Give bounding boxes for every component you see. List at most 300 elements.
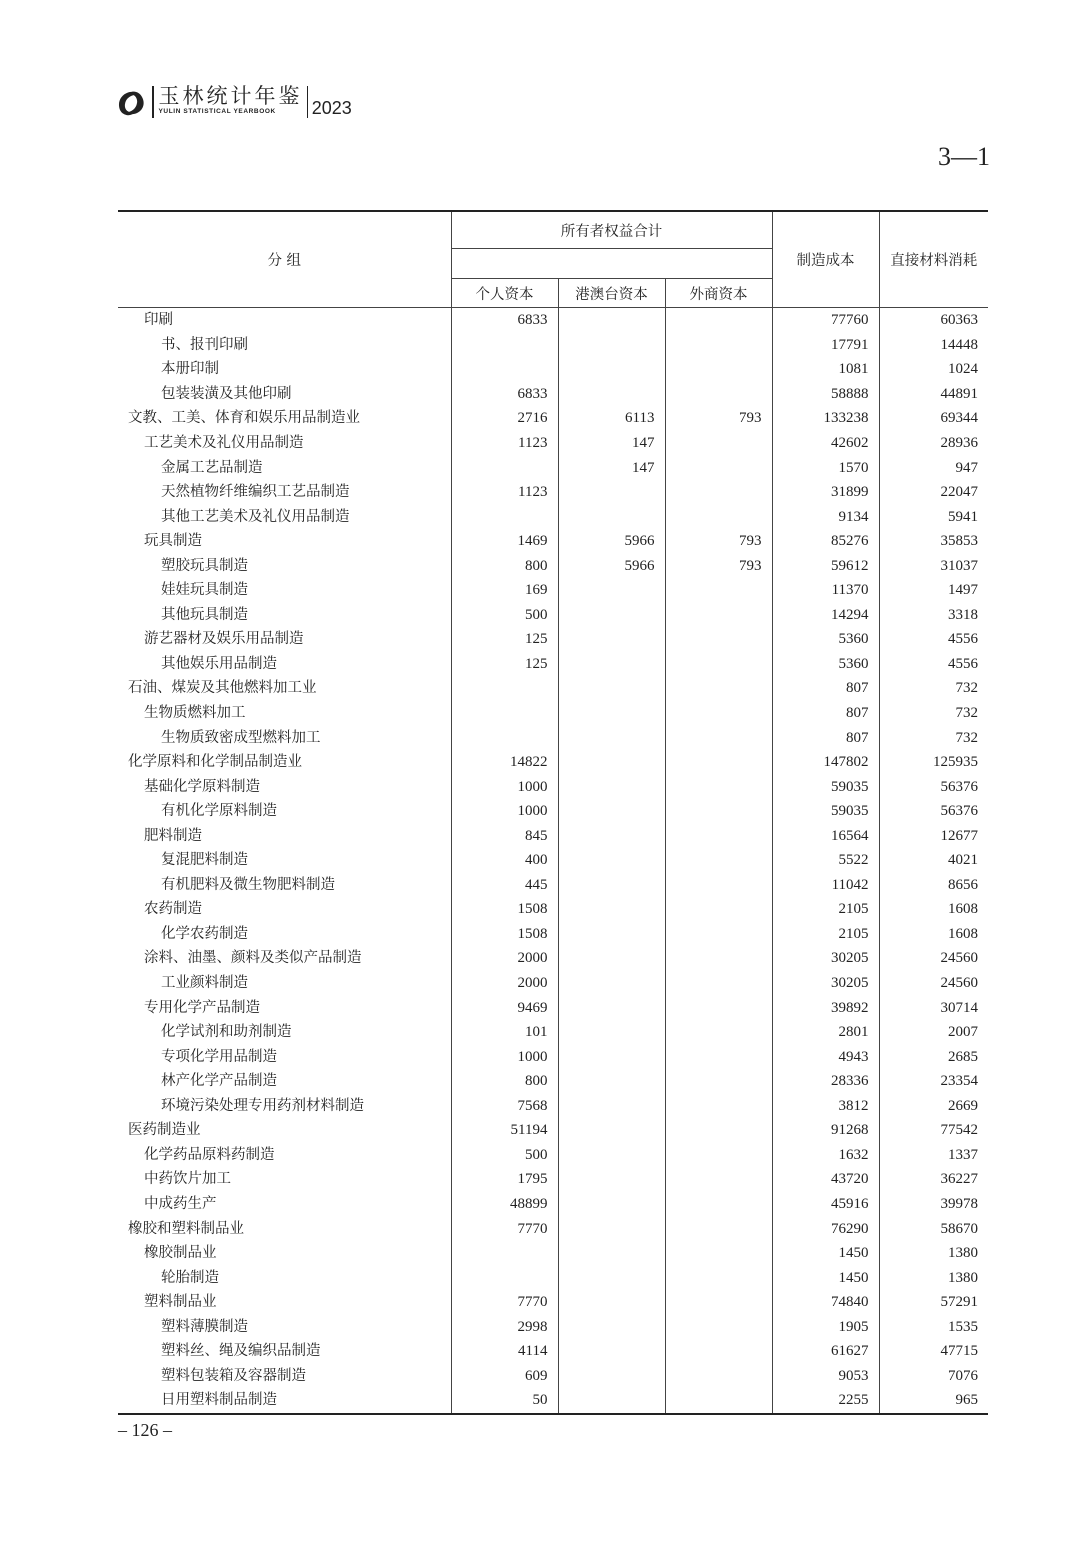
cell-hmt (558, 1143, 665, 1168)
cell-hmt (558, 750, 665, 775)
yearbook-year: 2023 (311, 98, 352, 118)
cell-mfg-cost: 1905 (772, 1314, 879, 1339)
table-row (118, 406, 988, 431)
col-header-equity-spacer (451, 249, 772, 279)
cell-personal: 445 (451, 873, 558, 898)
cell-hmt (558, 1290, 665, 1315)
row-name: 林产化学产品制造 (161, 1073, 277, 1090)
table-row (118, 1265, 988, 1290)
cell-foreign: 793 (665, 529, 772, 554)
cell-direct-material: 31037 (879, 553, 988, 578)
table-row (118, 382, 988, 407)
table-row (118, 971, 988, 996)
cell-personal: 7770 (451, 1216, 558, 1241)
row-name: 金属工艺品制造 (161, 459, 263, 476)
cell-hmt (558, 627, 665, 652)
cell-mfg-cost: 17791 (772, 333, 879, 358)
cell-direct-material: 8656 (879, 873, 988, 898)
cell-hmt (558, 1069, 665, 1094)
cell-personal: 1508 (451, 922, 558, 947)
cell-mfg-cost: 31899 (772, 480, 879, 505)
cell-personal: 2000 (451, 971, 558, 996)
cell-direct-material: 5941 (879, 504, 988, 529)
cell-hmt (558, 873, 665, 898)
row-name: 工业颜料制造 (161, 975, 248, 992)
row-name: 化学试剂和助剂制造 (161, 1024, 292, 1041)
cell-mfg-cost: 1450 (772, 1241, 879, 1266)
cell-personal: 14822 (451, 750, 558, 775)
cell-foreign (665, 1192, 772, 1217)
cell-hmt (558, 848, 665, 873)
table-row (118, 357, 988, 382)
cell-direct-material: 69344 (879, 406, 988, 431)
cell-foreign (665, 725, 772, 750)
cell-mfg-cost: 42602 (772, 431, 879, 456)
cell-hmt (558, 333, 665, 358)
col-header-mfg-cost: 制造成本 (772, 211, 879, 308)
table-row (118, 922, 988, 947)
cell-mfg-cost: 1450 (772, 1265, 879, 1290)
cell-foreign (665, 1241, 772, 1266)
cell-personal (451, 455, 558, 480)
row-name: 石油、煤炭及其他燃料加工业 (128, 680, 317, 697)
table-row (118, 873, 988, 898)
row-name: 塑料包装箱及容器制造 (161, 1367, 306, 1384)
cell-hmt (558, 578, 665, 603)
cell-personal: 6833 (451, 308, 558, 333)
table-row (118, 1118, 988, 1143)
cell-foreign: 793 (665, 406, 772, 431)
cell-direct-material: 47715 (879, 1339, 988, 1364)
cell-mfg-cost: 4943 (772, 1044, 879, 1069)
cell-direct-material: 30714 (879, 995, 988, 1020)
table-row (118, 676, 988, 701)
table-row (118, 1069, 988, 1094)
row-name: 化学原料和化学制品制造业 (128, 754, 302, 771)
cell-direct-material: 2007 (879, 1020, 988, 1045)
cell-direct-material: 1497 (879, 578, 988, 603)
cell-personal: 500 (451, 1143, 558, 1168)
header-divider (152, 86, 154, 118)
cell-mfg-cost: 59035 (772, 799, 879, 824)
cell-foreign (665, 873, 772, 898)
cell-direct-material: 4021 (879, 848, 988, 873)
table-row (118, 529, 988, 554)
cell-foreign (665, 774, 772, 799)
cell-hmt (558, 1265, 665, 1290)
cell-personal: 1000 (451, 774, 558, 799)
table-row (118, 1192, 988, 1217)
row-name: 涂料、油墨、颜料及类似产品制造 (144, 950, 362, 967)
cell-foreign (665, 1044, 772, 1069)
cell-foreign (665, 1216, 772, 1241)
cell-personal: 2716 (451, 406, 558, 431)
cell-personal (451, 676, 558, 701)
cell-direct-material: 1380 (879, 1241, 988, 1266)
cell-mfg-cost: 45916 (772, 1192, 879, 1217)
table-row (118, 1020, 988, 1045)
table-row (118, 1388, 988, 1414)
table-row (118, 1364, 988, 1389)
yearbook-logo-icon (114, 86, 148, 120)
cell-personal (451, 1265, 558, 1290)
cell-hmt (558, 1241, 665, 1266)
table-row (118, 1094, 988, 1119)
cell-personal: 1508 (451, 897, 558, 922)
row-name: 其他娱乐用品制造 (161, 655, 277, 672)
table-row (118, 1167, 988, 1192)
table-row (118, 308, 988, 333)
cell-hmt (558, 897, 665, 922)
row-name: 中药饮片加工 (144, 1171, 231, 1188)
cell-direct-material: 12677 (879, 823, 988, 848)
cell-personal: 51194 (451, 1118, 558, 1143)
cell-hmt: 147 (558, 455, 665, 480)
table-row (118, 1339, 988, 1364)
cell-personal: 101 (451, 1020, 558, 1045)
row-name: 肥料制造 (144, 827, 202, 844)
cell-personal: 125 (451, 627, 558, 652)
cell-mfg-cost: 61627 (772, 1339, 879, 1364)
row-name: 塑料丝、绳及编织品制造 (161, 1343, 321, 1360)
cell-mfg-cost: 11042 (772, 873, 879, 898)
cell-direct-material: 24560 (879, 971, 988, 996)
cell-direct-material: 24560 (879, 946, 988, 971)
row-name: 本册印制 (161, 361, 219, 378)
row-name: 中成药生产 (144, 1195, 217, 1212)
cell-hmt (558, 603, 665, 628)
cell-foreign (665, 578, 772, 603)
yearbook-title: 玉林统计年鉴 (158, 84, 303, 108)
cell-hmt (558, 1314, 665, 1339)
cell-mfg-cost: 39892 (772, 995, 879, 1020)
cell-direct-material: 60363 (879, 308, 988, 333)
cell-direct-material: 2685 (879, 1044, 988, 1069)
cell-direct-material: 732 (879, 676, 988, 701)
cell-direct-material: 4556 (879, 652, 988, 677)
cell-foreign (665, 1167, 772, 1192)
cell-foreign (665, 799, 772, 824)
cell-hmt: 147 (558, 431, 665, 456)
table-row (118, 627, 988, 652)
table-row (118, 480, 988, 505)
cell-foreign (665, 1339, 772, 1364)
cell-direct-material: 7076 (879, 1364, 988, 1389)
cell-mfg-cost: 74840 (772, 1290, 879, 1315)
statistics-table (118, 210, 988, 1415)
cell-personal: 500 (451, 603, 558, 628)
row-name: 包装装潢及其他印刷 (161, 385, 292, 402)
cell-mfg-cost: 1570 (772, 455, 879, 480)
cell-mfg-cost: 59035 (772, 774, 879, 799)
cell-personal: 9469 (451, 995, 558, 1020)
cell-foreign (665, 1069, 772, 1094)
table-number: 3—1 (938, 142, 990, 171)
table-row (118, 995, 988, 1020)
cell-mfg-cost: 85276 (772, 529, 879, 554)
cell-mfg-cost: 59612 (772, 553, 879, 578)
cell-hmt (558, 1192, 665, 1217)
row-name: 农药制造 (144, 901, 202, 918)
cell-personal: 48899 (451, 1192, 558, 1217)
cell-personal: 1795 (451, 1167, 558, 1192)
table-row (118, 774, 988, 799)
cell-foreign (665, 627, 772, 652)
cell-personal (451, 1241, 558, 1266)
cell-direct-material: 1380 (879, 1265, 988, 1290)
col-header-hmt: 港澳台资本 (558, 279, 665, 308)
cell-foreign (665, 455, 772, 480)
cell-hmt (558, 701, 665, 726)
row-name: 游艺器材及娱乐用品制造 (144, 631, 304, 648)
page-number: – 126 – (118, 1420, 172, 1440)
row-name: 有机肥料及微生物肥料制造 (161, 876, 335, 893)
cell-foreign (665, 431, 772, 456)
row-name: 文教、工美、体育和娱乐用品制造业 (128, 410, 360, 427)
table-body (118, 308, 988, 1414)
row-name: 玩具制造 (144, 533, 202, 550)
cell-direct-material: 4556 (879, 627, 988, 652)
cell-foreign (665, 504, 772, 529)
row-name: 环境污染处理专用药剂材料制造 (161, 1097, 364, 1114)
cell-mfg-cost: 28336 (772, 1069, 879, 1094)
cell-hmt (558, 1044, 665, 1069)
cell-personal: 125 (451, 652, 558, 677)
table-row (118, 333, 988, 358)
cell-direct-material: 56376 (879, 799, 988, 824)
cell-personal: 7770 (451, 1290, 558, 1315)
cell-mfg-cost: 2105 (772, 922, 879, 947)
row-name: 生物质燃料加工 (144, 705, 246, 722)
table-row (118, 553, 988, 578)
table-row (118, 897, 988, 922)
cell-hmt (558, 382, 665, 407)
cell-direct-material: 77542 (879, 1118, 988, 1143)
cell-personal: 50 (451, 1388, 558, 1414)
cell-direct-material: 58670 (879, 1216, 988, 1241)
cell-personal (451, 504, 558, 529)
row-name: 生物质致密成型燃料加工 (161, 729, 321, 746)
cell-personal: 800 (451, 1069, 558, 1094)
cell-personal: 6833 (451, 382, 558, 407)
cell-hmt (558, 971, 665, 996)
row-name: 轮胎制造 (161, 1269, 219, 1286)
row-name: 复混肥料制造 (161, 852, 248, 869)
cell-mfg-cost: 77760 (772, 308, 879, 333)
cell-hmt (558, 774, 665, 799)
cell-mfg-cost: 14294 (772, 603, 879, 628)
cell-mfg-cost: 147802 (772, 750, 879, 775)
cell-personal: 609 (451, 1364, 558, 1389)
yearbook-header (114, 84, 352, 124)
table-row (118, 946, 988, 971)
cell-foreign (665, 1314, 772, 1339)
cell-direct-material: 1024 (879, 357, 988, 382)
cell-hmt (558, 946, 665, 971)
table-row (118, 1290, 988, 1315)
cell-foreign (665, 848, 772, 873)
cell-mfg-cost: 11370 (772, 578, 879, 603)
cell-personal: 2000 (451, 946, 558, 971)
row-name: 专项化学用品制造 (161, 1048, 277, 1065)
row-name: 书、报刊印刷 (161, 336, 248, 353)
cell-personal: 4114 (451, 1339, 558, 1364)
row-name: 其他工艺美术及礼仪用品制造 (161, 508, 350, 525)
cell-direct-material: 14448 (879, 333, 988, 358)
row-name: 日用塑料制品制造 (161, 1392, 277, 1409)
cell-personal: 7568 (451, 1094, 558, 1119)
row-name: 娃娃玩具制造 (161, 582, 248, 599)
table-row (118, 823, 988, 848)
table-row (118, 578, 988, 603)
cell-direct-material: 125935 (879, 750, 988, 775)
cell-personal: 1123 (451, 431, 558, 456)
cell-foreign (665, 1388, 772, 1414)
table-row (118, 1143, 988, 1168)
cell-direct-material: 2669 (879, 1094, 988, 1119)
table-row (118, 1241, 988, 1266)
yearbook-title-en: YULIN STATISTICAL YEARBOOK (158, 108, 276, 115)
cell-mfg-cost: 5360 (772, 627, 879, 652)
cell-mfg-cost: 133238 (772, 406, 879, 431)
cell-personal: 845 (451, 823, 558, 848)
row-name: 有机化学原料制造 (161, 803, 277, 820)
cell-direct-material: 35853 (879, 529, 988, 554)
cell-foreign (665, 1364, 772, 1389)
cell-foreign (665, 1118, 772, 1143)
row-name: 其他玩具制造 (161, 606, 248, 623)
cell-mfg-cost: 16564 (772, 823, 879, 848)
row-name: 天然植物纤维编织工艺品制造 (161, 484, 350, 501)
cell-personal (451, 725, 558, 750)
col-header-equity-total: 所有者权益合计 (451, 211, 772, 249)
row-name: 印刷 (144, 312, 173, 329)
cell-hmt (558, 480, 665, 505)
cell-hmt (558, 799, 665, 824)
cell-personal (451, 333, 558, 358)
cell-personal (451, 701, 558, 726)
cell-foreign (665, 1290, 772, 1315)
cell-mfg-cost: 30205 (772, 946, 879, 971)
cell-foreign (665, 480, 772, 505)
cell-mfg-cost: 43720 (772, 1167, 879, 1192)
cell-hmt (558, 1094, 665, 1119)
cell-foreign (665, 1020, 772, 1045)
cell-personal: 1000 (451, 799, 558, 824)
cell-direct-material: 39978 (879, 1192, 988, 1217)
cell-mfg-cost: 807 (772, 725, 879, 750)
cell-personal: 169 (451, 578, 558, 603)
cell-hmt (558, 676, 665, 701)
cell-direct-material: 28936 (879, 431, 988, 456)
cell-mfg-cost: 91268 (772, 1118, 879, 1143)
cell-hmt (558, 1388, 665, 1414)
cell-direct-material: 965 (879, 1388, 988, 1414)
cell-direct-material: 3318 (879, 603, 988, 628)
cell-direct-material: 22047 (879, 480, 988, 505)
cell-foreign (665, 750, 772, 775)
cell-mfg-cost: 807 (772, 676, 879, 701)
cell-mfg-cost: 1632 (772, 1143, 879, 1168)
cell-foreign (665, 823, 772, 848)
cell-hmt (558, 1167, 665, 1192)
cell-hmt (558, 995, 665, 1020)
cell-foreign (665, 676, 772, 701)
table-row (118, 725, 988, 750)
header-divider (307, 86, 308, 118)
col-header-foreign: 外商资本 (665, 279, 772, 308)
cell-direct-material: 44891 (879, 382, 988, 407)
cell-hmt (558, 1339, 665, 1364)
cell-personal (451, 357, 558, 382)
cell-foreign (665, 382, 772, 407)
cell-hmt: 6113 (558, 406, 665, 431)
table-row (118, 603, 988, 628)
cell-direct-material: 23354 (879, 1069, 988, 1094)
table-row (118, 504, 988, 529)
cell-personal: 1000 (451, 1044, 558, 1069)
cell-hmt (558, 1020, 665, 1045)
row-name: 医药制造业 (128, 1122, 201, 1139)
cell-foreign (665, 946, 772, 971)
cell-direct-material: 1608 (879, 897, 988, 922)
row-name: 化学药品原料药制造 (144, 1146, 275, 1163)
cell-mfg-cost: 1081 (772, 357, 879, 382)
cell-foreign (665, 1143, 772, 1168)
cell-foreign (665, 922, 772, 947)
table-row (118, 1044, 988, 1069)
cell-mfg-cost: 5522 (772, 848, 879, 873)
table-row (118, 652, 988, 677)
cell-direct-material: 56376 (879, 774, 988, 799)
cell-mfg-cost: 9053 (772, 1364, 879, 1389)
cell-hmt: 5966 (558, 553, 665, 578)
cell-foreign (665, 971, 772, 996)
table-row (118, 431, 988, 456)
cell-personal: 1469 (451, 529, 558, 554)
cell-foreign (665, 897, 772, 922)
cell-hmt (558, 1216, 665, 1241)
cell-mfg-cost: 2801 (772, 1020, 879, 1045)
cell-hmt (558, 652, 665, 677)
cell-foreign (665, 308, 772, 333)
cell-mfg-cost: 9134 (772, 504, 879, 529)
row-name: 塑料制品业 (144, 1294, 217, 1311)
cell-hmt (558, 1364, 665, 1389)
cell-hmt (558, 922, 665, 947)
row-name: 专用化学产品制造 (144, 999, 260, 1016)
cell-mfg-cost: 2105 (772, 897, 879, 922)
cell-foreign (665, 1094, 772, 1119)
row-name: 工艺美术及礼仪用品制造 (144, 435, 304, 451)
cell-hmt (558, 357, 665, 382)
cell-direct-material: 732 (879, 701, 988, 726)
cell-foreign (665, 652, 772, 677)
cell-hmt (558, 725, 665, 750)
cell-hmt (558, 308, 665, 333)
cell-mfg-cost: 3812 (772, 1094, 879, 1119)
cell-foreign (665, 995, 772, 1020)
cell-hmt (558, 1118, 665, 1143)
row-name: 橡胶制品业 (144, 1245, 217, 1262)
table-row (118, 1216, 988, 1241)
row-name: 基础化学原料制造 (144, 778, 260, 795)
cell-foreign (665, 1265, 772, 1290)
cell-foreign (665, 603, 772, 628)
cell-mfg-cost: 58888 (772, 382, 879, 407)
cell-hmt (558, 504, 665, 529)
cell-direct-material: 947 (879, 455, 988, 480)
